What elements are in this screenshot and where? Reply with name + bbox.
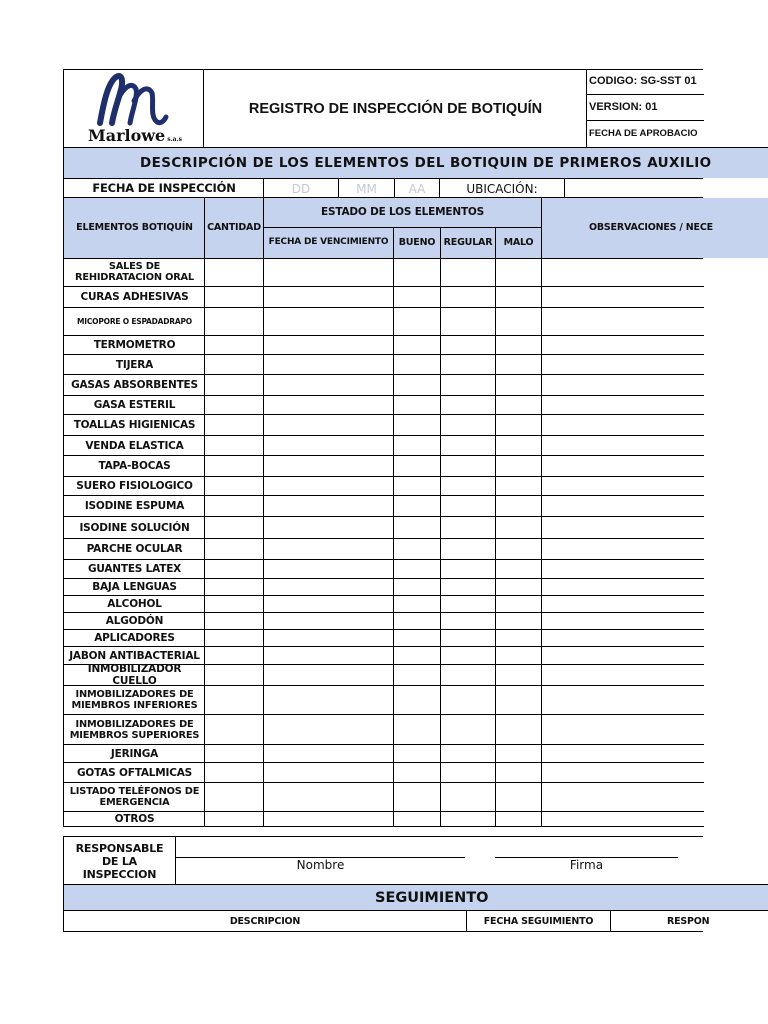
item-label: GASA ESTERIL bbox=[93, 399, 176, 411]
table-row bbox=[64, 477, 704, 496]
observaciones-cell[interactable] bbox=[542, 783, 703, 811]
document-title bbox=[204, 69, 587, 148]
bueno-cell[interactable] bbox=[394, 560, 440, 578]
malo-cell[interactable] bbox=[496, 517, 541, 538]
table-row bbox=[64, 355, 704, 375]
bueno-cell[interactable] bbox=[394, 596, 440, 612]
table-header bbox=[63, 198, 768, 258]
malo-cell[interactable] bbox=[496, 308, 541, 335]
observaciones-cell[interactable] bbox=[542, 477, 703, 495]
fecha-venc-cell[interactable] bbox=[264, 560, 393, 578]
firma-label: Firma bbox=[569, 858, 604, 872]
fecha-venc-cell[interactable] bbox=[264, 258, 393, 286]
observaciones-cell[interactable] bbox=[542, 647, 703, 664]
table-row bbox=[64, 579, 704, 596]
regular-cell[interactable] bbox=[441, 596, 495, 612]
table-row bbox=[64, 783, 704, 812]
item-label: JERINGA bbox=[110, 747, 159, 760]
document-title-text: REGISTRO DE INSPECCIÓN DE BOTIQUÍN bbox=[248, 100, 543, 117]
observaciones-cell[interactable] bbox=[542, 539, 703, 559]
cantidad-cell[interactable] bbox=[205, 630, 263, 646]
version-text: VERSION: 01 bbox=[589, 101, 658, 113]
observaciones-cell[interactable] bbox=[542, 456, 703, 476]
col-estado-header: ESTADO DE LOS ELEMENTOS bbox=[320, 206, 484, 218]
cantidad-cell[interactable] bbox=[205, 745, 263, 762]
regular-cell[interactable] bbox=[441, 579, 495, 595]
regular-cell[interactable] bbox=[441, 336, 495, 354]
seg-fecha-header: FECHA SEGUIMIENTO bbox=[483, 915, 594, 927]
year-field[interactable]: AA bbox=[408, 181, 426, 196]
malo-cell[interactable] bbox=[496, 647, 541, 664]
fecha-venc-cell[interactable] bbox=[264, 308, 393, 335]
fecha-venc-cell[interactable] bbox=[264, 745, 393, 762]
col-bueno-header: BUENO bbox=[398, 237, 436, 248]
item-label: JABON ANTIBACTERIAL bbox=[69, 649, 200, 662]
malo-cell[interactable] bbox=[496, 258, 541, 286]
malo-cell[interactable] bbox=[496, 477, 541, 495]
item-label: TERMOMETRO bbox=[93, 339, 176, 351]
regular-cell[interactable] bbox=[441, 517, 495, 538]
regular-cell[interactable] bbox=[441, 375, 495, 395]
logo-box bbox=[63, 69, 204, 148]
regular-cell[interactable] bbox=[441, 396, 495, 414]
table-row bbox=[64, 517, 704, 539]
item-label: SUERO FISIOLOGICO bbox=[76, 480, 193, 492]
table-row bbox=[64, 375, 704, 396]
observaciones-cell[interactable] bbox=[542, 396, 703, 414]
cantidad-cell[interactable] bbox=[205, 287, 263, 307]
regular-cell[interactable] bbox=[441, 783, 495, 811]
regular-cell[interactable] bbox=[441, 665, 495, 685]
bueno-cell[interactable] bbox=[394, 647, 440, 664]
malo-cell[interactable] bbox=[496, 287, 541, 307]
bueno-cell[interactable] bbox=[394, 396, 440, 414]
fecha-venc-cell[interactable] bbox=[264, 665, 393, 685]
section-title-band bbox=[63, 147, 768, 178]
observaciones-cell[interactable] bbox=[542, 579, 703, 595]
observaciones-cell[interactable] bbox=[542, 715, 703, 744]
bueno-cell[interactable] bbox=[394, 477, 440, 495]
item-label: VENDA ELASTICA bbox=[85, 439, 184, 452]
codigo-text: CODIGO: SG-SST 01 bbox=[589, 75, 697, 87]
observaciones-cell[interactable] bbox=[542, 517, 703, 538]
bueno-cell[interactable] bbox=[394, 630, 440, 646]
cantidad-cell[interactable] bbox=[205, 812, 263, 826]
regular-cell[interactable] bbox=[441, 308, 495, 335]
fecha-venc-cell[interactable] bbox=[264, 596, 393, 612]
seg-descripcion-header: DESCRIPCION bbox=[229, 915, 301, 927]
item-label: ISODINE ESPUMA bbox=[84, 500, 185, 512]
table-row bbox=[64, 686, 704, 715]
regular-cell[interactable] bbox=[441, 745, 495, 762]
observaciones-cell[interactable] bbox=[542, 745, 703, 762]
item-label: GASAS ABSORBENTES bbox=[71, 379, 198, 391]
bueno-cell[interactable] bbox=[394, 686, 440, 714]
fecha-venc-cell[interactable] bbox=[264, 336, 393, 354]
observaciones-cell[interactable] bbox=[542, 287, 703, 307]
regular-cell[interactable] bbox=[441, 613, 495, 629]
section-title-text: DESCRIPCIÓN DE LOS ELEMENTOS DEL BOTIQUIN DE PRIMEROS AUXILIO bbox=[140, 155, 712, 171]
nombre-field[interactable] bbox=[176, 857, 465, 873]
fecha-venc-cell[interactable] bbox=[264, 630, 393, 646]
fecha-venc-cell[interactable] bbox=[264, 812, 393, 826]
table-row bbox=[64, 630, 704, 647]
cantidad-cell[interactable] bbox=[205, 665, 263, 685]
item-label: PARCHE OCULAR bbox=[86, 543, 183, 555]
table-row bbox=[64, 596, 704, 613]
malo-cell[interactable] bbox=[496, 763, 541, 782]
cantidad-cell[interactable] bbox=[205, 783, 263, 811]
item-label: TIJERA bbox=[115, 358, 154, 371]
observaciones-cell[interactable] bbox=[542, 613, 703, 629]
seg-responsable-header: RESPON bbox=[667, 915, 710, 927]
item-label: BAJA LENGUAS bbox=[92, 581, 177, 593]
day-field[interactable]: DD bbox=[291, 181, 311, 196]
fecha-venc-cell[interactable] bbox=[264, 686, 393, 714]
fecha-venc-cell[interactable] bbox=[264, 579, 393, 595]
version-cell bbox=[586, 95, 704, 121]
table-row bbox=[64, 539, 704, 560]
regular-cell[interactable] bbox=[441, 287, 495, 307]
item-label: INMOBILIZADOR CUELLO bbox=[87, 663, 182, 687]
table-row bbox=[64, 287, 704, 308]
observaciones-cell[interactable] bbox=[542, 496, 703, 516]
bueno-cell[interactable] bbox=[394, 436, 440, 455]
regular-cell[interactable] bbox=[441, 647, 495, 664]
bueno-cell[interactable] bbox=[394, 579, 440, 595]
malo-cell[interactable] bbox=[496, 630, 541, 646]
cantidad-cell[interactable] bbox=[205, 355, 263, 374]
fecha-inspeccion-label: FECHA DE INSPECCIÓN bbox=[92, 181, 236, 195]
item-label: INMOBILIZADORES DE MIEMBROS SUPERIORES bbox=[69, 718, 200, 741]
responsable-label: RESPONSABLE DE LA INSPECCION bbox=[63, 837, 176, 885]
col-observaciones-header: OBSERVACIONES / NECE bbox=[589, 222, 713, 233]
bueno-cell[interactable] bbox=[394, 375, 440, 395]
cantidad-cell[interactable] bbox=[205, 763, 263, 782]
responsable-row bbox=[63, 836, 703, 884]
malo-cell[interactable] bbox=[496, 396, 541, 414]
nombre-label: Nombre bbox=[296, 858, 345, 872]
fecha-venc-cell[interactable] bbox=[264, 715, 393, 744]
bueno-cell[interactable] bbox=[394, 665, 440, 685]
cantidad-cell[interactable] bbox=[205, 396, 263, 414]
ubicacion-field[interactable] bbox=[565, 179, 704, 198]
observaciones-cell[interactable] bbox=[542, 596, 703, 612]
item-label: CURAS ADHESIVAS bbox=[80, 291, 189, 303]
malo-cell[interactable] bbox=[496, 665, 541, 685]
malo-cell[interactable] bbox=[496, 715, 541, 744]
items-table bbox=[63, 258, 703, 827]
observaciones-cell[interactable] bbox=[542, 436, 703, 455]
malo-cell[interactable] bbox=[496, 496, 541, 516]
bueno-cell[interactable] bbox=[394, 783, 440, 811]
cantidad-cell[interactable] bbox=[205, 560, 263, 578]
observaciones-cell[interactable] bbox=[542, 336, 703, 354]
item-label: ISODINE SOLUCIÓN bbox=[79, 521, 190, 534]
fecha-venc-cell[interactable] bbox=[264, 517, 393, 538]
malo-cell[interactable] bbox=[496, 745, 541, 762]
table-row bbox=[64, 665, 704, 686]
fecha-venc-cell[interactable] bbox=[264, 477, 393, 495]
firma-field[interactable] bbox=[495, 857, 678, 873]
cantidad-cell[interactable] bbox=[205, 517, 263, 538]
regular-cell[interactable] bbox=[441, 539, 495, 559]
cantidad-cell[interactable] bbox=[205, 686, 263, 714]
observaciones-cell[interactable] bbox=[542, 560, 703, 578]
observaciones-cell[interactable] bbox=[542, 763, 703, 782]
bueno-cell[interactable] bbox=[394, 308, 440, 335]
regular-cell[interactable] bbox=[441, 456, 495, 476]
bueno-cell[interactable] bbox=[394, 517, 440, 538]
malo-cell[interactable] bbox=[496, 783, 541, 811]
fecha-venc-cell[interactable] bbox=[264, 355, 393, 374]
table-row bbox=[64, 436, 704, 456]
cantidad-cell[interactable] bbox=[205, 613, 263, 629]
fecha-venc-cell[interactable] bbox=[264, 783, 393, 811]
bueno-cell[interactable] bbox=[394, 812, 440, 826]
table-row bbox=[64, 496, 704, 517]
malo-cell[interactable] bbox=[496, 613, 541, 629]
item-label: SALES DE REHIDRATACION ORAL bbox=[75, 261, 194, 283]
bueno-cell[interactable] bbox=[394, 258, 440, 286]
bueno-cell[interactable] bbox=[394, 539, 440, 559]
cantidad-cell[interactable] bbox=[205, 415, 263, 435]
marlowe-logo-icon bbox=[92, 71, 172, 129]
col-cantidad-header: CANTIDAD bbox=[207, 222, 261, 233]
item-label: MICOPORE O ESPADADRAPO bbox=[77, 317, 192, 326]
logo-suffix: s.a.s bbox=[167, 136, 183, 143]
fecha-venc-cell[interactable] bbox=[264, 287, 393, 307]
regular-cell[interactable] bbox=[441, 560, 495, 578]
cantidad-cell[interactable] bbox=[205, 308, 263, 335]
cantidad-cell[interactable] bbox=[205, 596, 263, 612]
item-label: TAPA-BOCAS bbox=[98, 460, 171, 472]
regular-cell[interactable] bbox=[441, 355, 495, 374]
bueno-cell[interactable] bbox=[394, 715, 440, 744]
col-malo-header: MALO bbox=[503, 237, 534, 248]
bueno-cell[interactable] bbox=[394, 613, 440, 629]
col-elementos-header: ELEMENTOS BOTIQUÍN bbox=[76, 222, 193, 233]
malo-cell[interactable] bbox=[496, 812, 541, 826]
cantidad-cell[interactable] bbox=[205, 496, 263, 516]
observaciones-cell[interactable] bbox=[542, 630, 703, 646]
malo-cell[interactable] bbox=[496, 596, 541, 612]
item-label: ALCOHOL bbox=[107, 598, 162, 610]
fecha-venc-cell[interactable] bbox=[264, 436, 393, 455]
table-row bbox=[64, 456, 704, 477]
malo-cell[interactable] bbox=[496, 686, 541, 714]
malo-cell[interactable] bbox=[496, 375, 541, 395]
fecha-aprobacion-text: FECHA DE APROBACIO bbox=[589, 128, 698, 139]
table-row bbox=[64, 715, 704, 745]
regular-cell[interactable] bbox=[441, 812, 495, 826]
cantidad-cell[interactable] bbox=[205, 258, 263, 286]
bueno-cell[interactable] bbox=[394, 336, 440, 354]
seguimiento-header-row bbox=[63, 911, 710, 932]
seguimiento-band bbox=[63, 884, 768, 911]
bueno-cell[interactable] bbox=[394, 415, 440, 435]
table-row bbox=[64, 745, 704, 763]
cantidad-cell[interactable] bbox=[205, 715, 263, 744]
fecha-aprobacion-cell bbox=[586, 121, 704, 148]
bueno-cell[interactable] bbox=[394, 287, 440, 307]
fecha-venc-cell[interactable] bbox=[264, 496, 393, 516]
item-label: APLICADORES bbox=[94, 632, 175, 644]
regular-cell[interactable] bbox=[441, 496, 495, 516]
bueno-cell[interactable] bbox=[394, 496, 440, 516]
inspection-row bbox=[63, 178, 703, 198]
observaciones-cell[interactable] bbox=[542, 258, 703, 286]
cantidad-cell[interactable] bbox=[205, 477, 263, 495]
malo-cell[interactable] bbox=[496, 456, 541, 476]
seguimiento-title: SEGUIMIENTO bbox=[375, 889, 489, 906]
item-label: INMOBILIZADORES DE MIEMBROS INFERIORES bbox=[71, 689, 198, 711]
observaciones-cell[interactable] bbox=[542, 375, 703, 395]
fecha-venc-cell[interactable] bbox=[264, 647, 393, 664]
table-row bbox=[64, 258, 704, 287]
fecha-venc-cell[interactable] bbox=[264, 456, 393, 476]
cantidad-cell[interactable] bbox=[205, 375, 263, 395]
table-row bbox=[64, 560, 704, 579]
fecha-venc-cell[interactable] bbox=[264, 415, 393, 435]
regular-cell[interactable] bbox=[441, 630, 495, 646]
codigo-cell bbox=[586, 69, 704, 95]
fecha-venc-cell[interactable] bbox=[264, 375, 393, 395]
table-row bbox=[64, 308, 704, 336]
observaciones-cell[interactable] bbox=[542, 415, 703, 435]
bueno-cell[interactable] bbox=[394, 745, 440, 762]
observaciones-cell[interactable] bbox=[542, 308, 703, 335]
malo-cell[interactable] bbox=[496, 560, 541, 578]
table-row bbox=[64, 415, 704, 436]
table-row bbox=[64, 336, 704, 355]
item-label: OTROS bbox=[114, 813, 155, 825]
fecha-venc-cell[interactable] bbox=[264, 613, 393, 629]
cantidad-cell[interactable] bbox=[205, 456, 263, 476]
regular-cell[interactable] bbox=[441, 715, 495, 744]
malo-cell[interactable] bbox=[496, 436, 541, 455]
regular-cell[interactable] bbox=[441, 436, 495, 455]
bueno-cell[interactable] bbox=[394, 763, 440, 782]
item-label: GOTAS OFTALMICAS bbox=[76, 766, 193, 779]
fecha-venc-cell[interactable] bbox=[264, 539, 393, 559]
regular-cell[interactable] bbox=[441, 415, 495, 435]
regular-cell[interactable] bbox=[441, 477, 495, 495]
col-regular-header: REGULAR bbox=[443, 237, 493, 248]
malo-cell[interactable] bbox=[496, 336, 541, 354]
observaciones-cell[interactable] bbox=[542, 812, 703, 826]
table-row bbox=[64, 396, 704, 415]
observaciones-cell[interactable] bbox=[542, 355, 703, 374]
fecha-venc-cell[interactable] bbox=[264, 763, 393, 782]
cantidad-cell[interactable] bbox=[205, 336, 263, 354]
cantidad-cell[interactable] bbox=[205, 436, 263, 455]
bueno-cell[interactable] bbox=[394, 456, 440, 476]
item-label: LISTADO TELÉFONOS DE EMERGENCIA bbox=[69, 786, 200, 808]
malo-cell[interactable] bbox=[496, 415, 541, 435]
item-label: TOALLAS HIGIENICAS bbox=[73, 419, 196, 431]
cantidad-cell[interactable] bbox=[205, 539, 263, 559]
table-row bbox=[64, 613, 704, 630]
regular-cell[interactable] bbox=[441, 763, 495, 782]
regular-cell[interactable] bbox=[441, 258, 495, 286]
item-label: ALGODÓN bbox=[105, 615, 164, 627]
observaciones-cell[interactable] bbox=[542, 686, 703, 714]
table-row bbox=[64, 812, 704, 827]
table-row bbox=[64, 763, 704, 783]
month-field[interactable]: MM bbox=[356, 181, 377, 196]
malo-cell[interactable] bbox=[496, 355, 541, 374]
cantidad-cell[interactable] bbox=[205, 579, 263, 595]
item-label: GUANTES LATEX bbox=[87, 563, 182, 575]
malo-cell[interactable] bbox=[496, 579, 541, 595]
ubicacion-label: UBICACIÓN: bbox=[466, 181, 538, 196]
fecha-venc-cell[interactable] bbox=[264, 396, 393, 414]
observaciones-cell[interactable] bbox=[542, 665, 703, 685]
logo-text: Marlowe s.a.s bbox=[88, 126, 183, 145]
col-fecha-venc-header: FECHA DE VENCIMIENTO bbox=[268, 237, 389, 247]
regular-cell[interactable] bbox=[441, 686, 495, 714]
malo-cell[interactable] bbox=[496, 539, 541, 559]
bueno-cell[interactable] bbox=[394, 355, 440, 374]
cantidad-cell[interactable] bbox=[205, 647, 263, 664]
